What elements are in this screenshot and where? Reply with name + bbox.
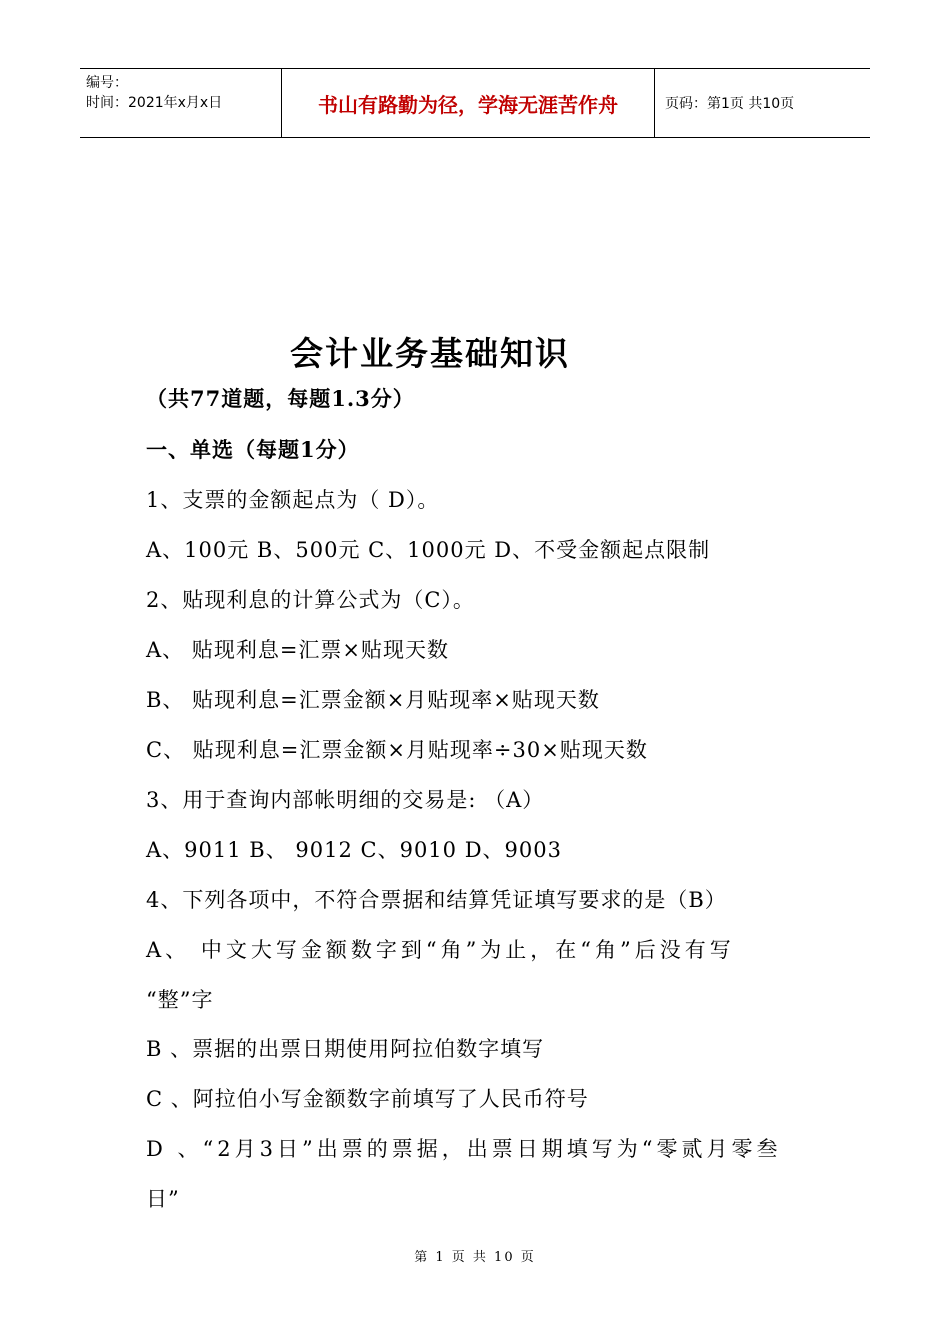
question-4-option-a: A、 中文大写金额数字到“角”为止，在“角”后没有写 [146, 938, 735, 962]
number-label: 编号： [86, 75, 128, 91]
document-title: 会计业务基础知识 [290, 334, 570, 373]
question-3: 3、用于查询内部帐明细的交易是: （A） [146, 788, 545, 812]
question-4-option-c: C 、阿拉伯小写金额数字前填写了人民币符号 [146, 1087, 589, 1111]
question-4: 4、下列各项中，不符合票据和结算凭证填写要求的是（B） [146, 888, 727, 912]
question-4-option-b: B 、票据的出票日期使用阿拉伯数字填写 [146, 1037, 545, 1061]
question-4-option-d-cont: 日” [146, 1187, 180, 1211]
question-3-options: A、9011 B、 9012 C、9010 D、9003 [146, 838, 562, 862]
date-label: 时间：2021年x月x日 [86, 95, 223, 111]
question-1: 1、支票的金额起点为（ D）。 [146, 488, 440, 512]
page-footer: 第 1 页 共 10 页 [414, 1250, 536, 1265]
question-4-option-d: D 、“2月3日”出票的票据，出票日期填写为“零贰月零叁 [146, 1137, 782, 1161]
section-heading: 一、单选（每题1分） [146, 437, 360, 462]
question-2-option-b: B、 贴现利息=汇票金额×月贴现率×贴现天数 [146, 688, 600, 712]
question-1-options: A、100元 B、500元 C、1000元 D、不受金额起点限制 [146, 538, 711, 562]
question-2-option-c: C、 贴现利息=汇票金额×月贴现率÷30×贴现天数 [146, 738, 648, 762]
header-meta [80, 69, 282, 137]
header-motto: 书山有路勤为径，学海无涯苦作舟 [282, 69, 655, 137]
question-4-option-a-cont: “整”字 [146, 988, 214, 1012]
header-page-number: 页码：第1页 共10页 [665, 96, 795, 112]
page-header [80, 68, 870, 138]
document-subtitle: （共77道题，每题1.3分） [146, 386, 415, 411]
question-2-option-a: A、 贴现利息=汇票×贴现天数 [146, 638, 450, 662]
question-2: 2、贴现利息的计算公式为（C）。 [146, 588, 475, 612]
